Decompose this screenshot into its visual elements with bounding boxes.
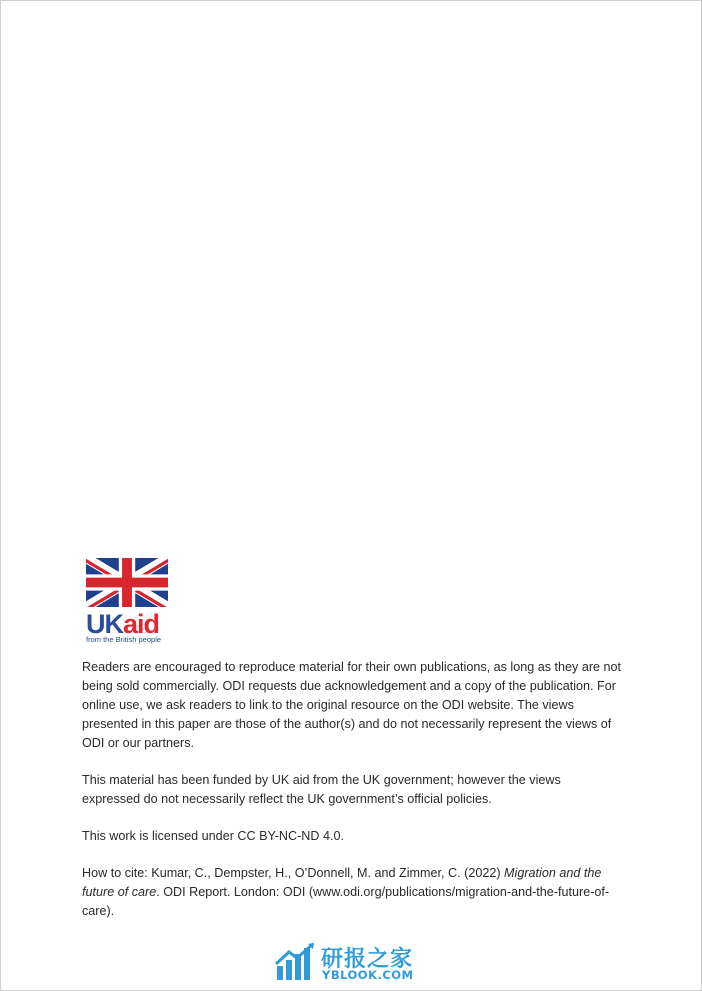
citation-paragraph xyxy=(82,864,622,921)
ukaid-uk-text: UK xyxy=(86,609,123,639)
citation-title: Migration and the future of care xyxy=(82,866,602,899)
ukaid-tagline: from the British people xyxy=(86,635,162,644)
reproduce-paragraph: Readers are encouraged to reproduce material for their own publications, as long as they are not being sold commercially. ODI requests due acknowledgement and a copy of the publication. For online use, we ask readers to link to the original resource on the ODI website. The views presented in this paper are those of the author(s) and do not necessarily represent the views of ODI or our partners. xyxy=(82,660,622,750)
copyright-notice xyxy=(82,658,622,939)
license-paragraph: This work is licensed under CC BY-NC-ND 4.0. xyxy=(82,829,344,843)
ukaid-aid-text: aid xyxy=(123,609,160,639)
watermark-domain-text: YBLOOK.COM xyxy=(322,968,414,982)
union-jack-flag-icon xyxy=(86,558,168,607)
citation-suffix: . ODI Report. London: ODI (www.odi.org/publications/migration-and-the-future-of-care). xyxy=(82,885,610,918)
citation-prefix: How to cite: Kumar, C., Dempster, H., O’Donnell, M. and Zimmer, C. (2022) xyxy=(82,866,505,880)
ukaid-logo xyxy=(86,558,172,650)
funding-paragraph: This material has been funded by UK aid from the UK government; however the views expressed do not necessarily reflect the UK government’s official policies. xyxy=(82,773,561,806)
watermark-chinese-text: 研报之家 xyxy=(321,947,414,972)
bar-chart-logo-icon xyxy=(275,942,317,982)
yblook-watermark xyxy=(275,942,435,982)
ukaid-wordmark xyxy=(86,610,172,638)
